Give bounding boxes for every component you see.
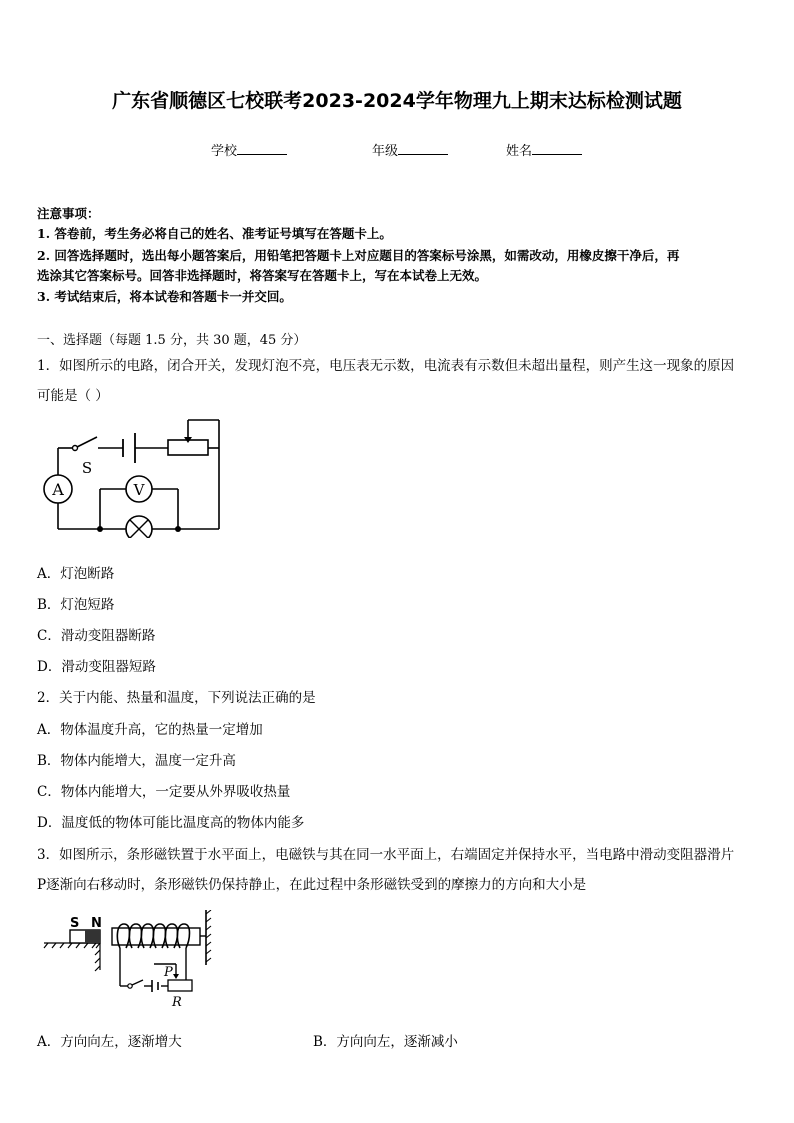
rheostat	[168, 980, 192, 991]
name-blank[interactable]	[532, 142, 582, 155]
page-title: 广东省顺德区七校联考2023-2024学年物理九上期末达标检测试题	[112, 90, 682, 112]
question-2-option-b[interactable]: B．物体内能增大，温度一定升高	[37, 753, 236, 769]
notes-item: 2. 回答选择题时，选出每小题答案后，用铅笔把答题卡上对应题目的答案标号涂黑，如需改动，用橡皮擦干净后，再	[37, 248, 680, 263]
junction-dot	[175, 526, 181, 532]
iron-core	[112, 928, 200, 945]
north-label: N	[91, 916, 102, 931]
grade-label: 年级	[372, 144, 399, 159]
switch-lever	[132, 980, 143, 985]
north-pole	[85, 930, 100, 943]
question-1-option-d[interactable]: D．滑动变阻器短路	[37, 659, 156, 675]
question-1-option-b[interactable]: B．灯泡短路	[37, 597, 115, 613]
grade-field[interactable]	[372, 140, 448, 159]
electromagnet-diagram-3	[40, 910, 215, 1012]
switch-terminal	[128, 984, 132, 988]
question-3-stem: 3．如图所示，条形磁铁置于水平面上，电磁铁与其在同一水平面上，右端固定并保持水平，当电路中滑动变阻器滑片	[37, 847, 735, 863]
voltmeter-label: V	[133, 481, 145, 499]
ammeter-label: A	[52, 480, 64, 499]
notes-item: 3. 考试结束后，将本试卷和答题卡一并交回。	[37, 289, 292, 304]
name-field[interactable]	[506, 140, 582, 159]
school-field[interactable]	[211, 140, 287, 159]
school-blank[interactable]	[237, 142, 287, 155]
lamp-icon	[126, 516, 152, 538]
question-2-option-d[interactable]: D．温度低的物体可能比温度高的物体内能多	[37, 815, 305, 831]
notes-item: 1. 答卷前，考生务必将自己的姓名、准考证号填写在答题卡上。	[37, 226, 392, 241]
notes-heading: 注意事项：	[37, 206, 100, 221]
question-1-option-c[interactable]: C．滑动变阻器断路	[37, 628, 156, 644]
question-2-stem: 2．关于内能、热量和温度，下列说法正确的是	[37, 690, 316, 706]
question-1-option-a[interactable]: A．灯泡断路	[37, 566, 115, 582]
question-3-option-a[interactable]: A．方向向左，逐渐增大	[37, 1034, 182, 1050]
rheostat-slider-arrow	[173, 974, 179, 979]
question-2-option-c[interactable]: C．物体内能增大，一定要从外界吸收热量	[37, 784, 291, 800]
question-1-stem-cont: 可能是（ ）	[37, 388, 109, 404]
question-2-option-a[interactable]: A．物体温度升高，它的热量一定增加	[37, 722, 263, 738]
switch-lever	[77, 437, 97, 447]
question-3-option-b[interactable]: B．方向向左，逐渐减小	[313, 1034, 458, 1050]
name-label: 姓名	[506, 144, 533, 159]
south-label: S	[70, 916, 80, 931]
section-heading: 一、选择题（每题 1.5 分，共 30 题，45 分）	[37, 333, 307, 348]
question-3-stem-cont: P逐渐向右移动时，条形磁铁仍保持静止，在此过程中条形磁铁受到的摩擦力的方向和大小是	[37, 877, 587, 893]
switch-label: S	[81, 459, 93, 477]
grade-blank[interactable]	[398, 142, 448, 155]
question-1-stem: 1．如图所示的电路，闭合开关，发现灯泡不亮，电压表无示数，电流表有示数但未超出量程，则产生这一现象的原因	[37, 358, 735, 374]
slider-label: P	[164, 965, 173, 980]
resistor-label: R	[172, 995, 182, 1010]
junction-dot	[97, 526, 103, 532]
school-label: 学校	[211, 144, 238, 159]
circuit-diagram-1	[38, 413, 228, 538]
ground-hatch	[44, 943, 100, 971]
notes-item: 选涂其它答案标号。回答非选择题时，将答案写在答题卡上，写在本试卷上无效。	[37, 268, 488, 283]
